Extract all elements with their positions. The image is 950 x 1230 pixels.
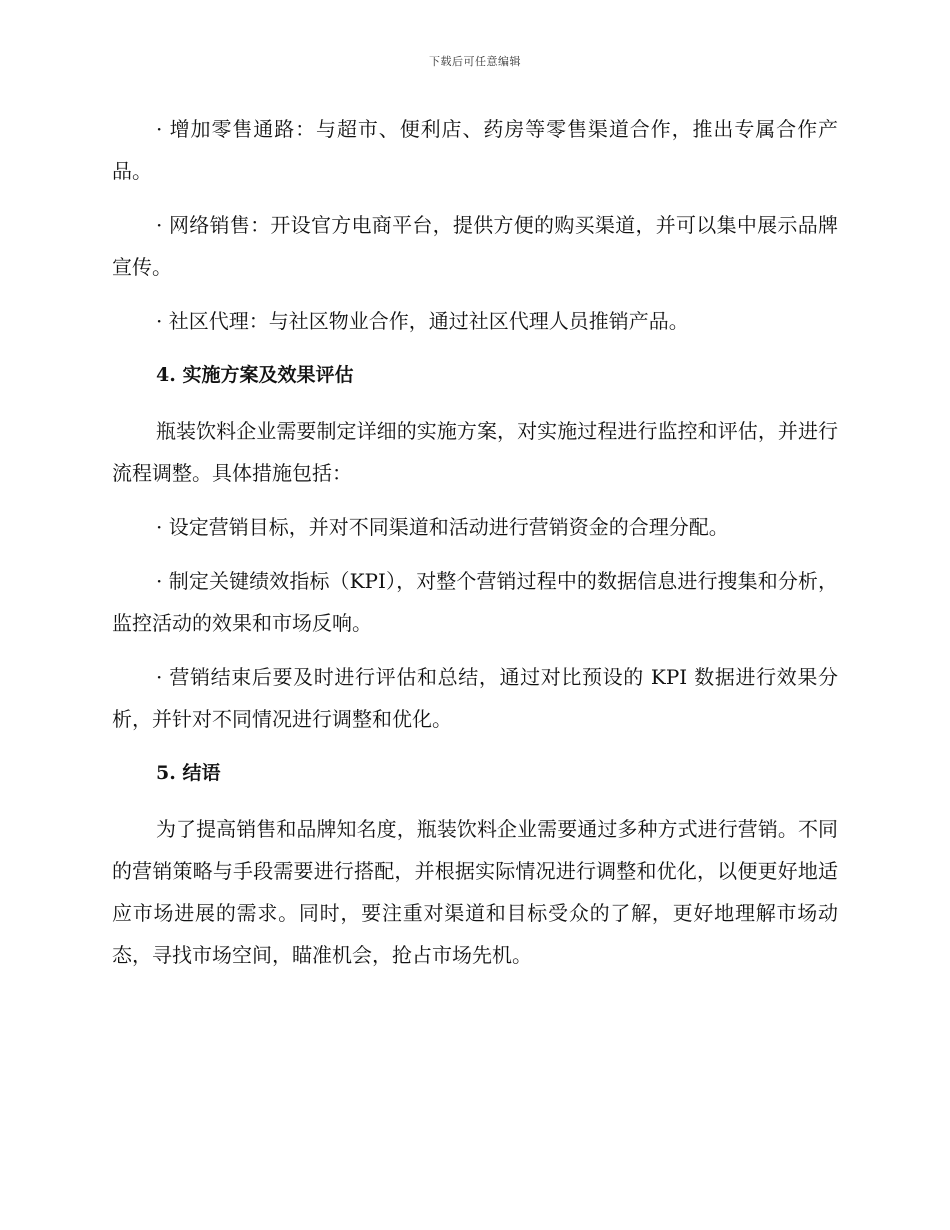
implementation-intro-paragraph: 瓶装饮料企业需要制定详细的实施方案，对实施过程进行监控和评估，并进行流程调整。具体措施包括： xyxy=(112,419,838,485)
conclusion-paragraph: 为了提高销售和品牌知名度，瓶装饮料企业需要通过多种方式进行营销。不同的营销策略与手段需要进行搭配，并根据实际情况进行调整和优化，以便更好地适应市场进展的需求。同时，要注重对渠道和目标受众的了解，更好地理解市场动态，寻找市场空间，瞄准机会，抢占市场先机。 xyxy=(112,817,838,967)
page-header: 下载后可任意编辑 xyxy=(429,55,521,68)
document-body xyxy=(112,108,838,988)
bullet-community-agents: · 社区代理：与社区物业合作，通过社区代理人员推销产品。 xyxy=(156,309,689,333)
bullet-evaluation: · 营销结束后要及时进行评估和总结，通过对比预设的 KPI 数据进行效果分析，并针对不同情况进行调整和优化。 xyxy=(112,665,838,731)
bullet-online-sales: · 网络销售：开设官方电商平台，提供方便的购买渠道，并可以集中展示品牌宣传。 xyxy=(112,213,838,279)
section-heading-implementation: 4. 实施方案及效果评估 xyxy=(156,364,354,386)
bullet-marketing-goals: · 设定营销目标，并对不同渠道和活动进行营销资金的合理分配。 xyxy=(156,515,729,539)
section-heading-conclusion: 5. 结语 xyxy=(156,762,221,784)
bullet-kpi: · 制定关键绩效指标（KPI），对整个营销过程中的数据信息进行搜集和分析，监控活动的效果和市场反响。 xyxy=(112,569,838,635)
bullet-retail-channels: · 增加零售通路：与超市、便利店、药房等零售渠道合作，推出专属合作产品。 xyxy=(112,117,838,183)
